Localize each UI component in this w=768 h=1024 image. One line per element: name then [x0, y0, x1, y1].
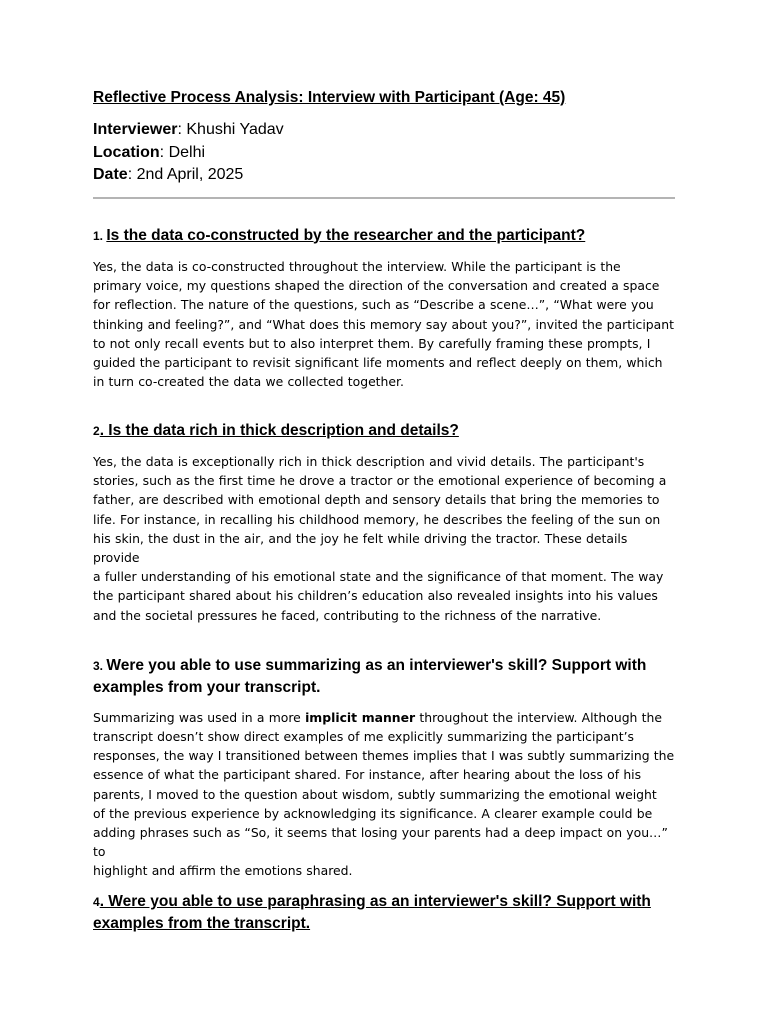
- meta-label: Interviewer: [93, 121, 178, 138]
- question-text: . Were you able to use paraphrasing as an interviewer's skill? Support with: [99, 892, 651, 910]
- answer-line: thinking and feeling?”, and “What does this memory say about you?”, invited the participant: [93, 316, 674, 332]
- question-text: . Is the data rich in thick description and details?: [99, 422, 459, 440]
- answer-highlight: implicit manner: [305, 709, 416, 725]
- answer-line: transcript doesn’t show direct examples of me explicitly summarizing the participant’s: [93, 728, 634, 744]
- meta-label: Location: [93, 143, 160, 161]
- section-number: 4: [93, 894, 100, 909]
- question-text-continued: examples from the transcript.: [93, 915, 311, 933]
- section-1-question: [93, 225, 675, 248]
- section-2-question: [93, 420, 675, 443]
- answer-line: guided the participant to revisit significant life moments and reflect deeply on them, which: [93, 355, 663, 371]
- section-4-question: [93, 891, 675, 935]
- meta-value: : Khushi Yadav: [177, 121, 284, 138]
- answer-line: in turn co-created the data we collected together.: [93, 374, 404, 390]
- answer-line: a fuller understanding of his emotional state and the significance of that moment. The way: [93, 569, 664, 585]
- answer-line: essence of what the participant shared. For instance, after hearing about the loss of his: [93, 767, 642, 783]
- answer-line: for reflection. The nature of the questions, such as “Describe a scene…”, “What were you: [93, 297, 654, 313]
- answer-intro-rest: throughout the interview. Although the: [415, 709, 662, 725]
- answer-line: adding phrases such as “So, it seems that losing your parents had a deep impact on you…” to: [93, 824, 668, 860]
- meta-location: [93, 142, 675, 165]
- meta-label: Date: [93, 166, 128, 183]
- section-number: 3.: [93, 658, 107, 673]
- answer-line: primary voice, my questions shaped the direction of the conversation and created a space: [93, 278, 660, 294]
- answer-line: to not only recall events but to also interpret them. By carefully framing these prompts, I: [93, 335, 651, 351]
- horizontal-divider: [93, 197, 675, 199]
- meta-interviewer: [93, 119, 675, 142]
- answer-line: [93, 708, 675, 727]
- document-title: Reflective Process Analysis: Interview with Participant (Age: 45): [93, 89, 566, 106]
- section-3-question: [93, 655, 675, 699]
- section-1-answer: [93, 257, 675, 391]
- answer-intro: Summarizing was used in a more: [93, 709, 306, 725]
- answer-line: and the societal pressures he faced, contributing to the richness of the narrative.: [93, 607, 602, 623]
- meta-value: : 2nd April, 2025: [127, 166, 244, 183]
- interview-meta: [93, 119, 675, 187]
- section-2-answer: [93, 452, 675, 625]
- answer-line: parents, I moved to the question about wisdom, subtly summarizing the emotional weight: [93, 786, 657, 802]
- question-text: Is the data co-constructed by the researcher and the participant?: [106, 226, 586, 244]
- section-number: 2: [93, 424, 100, 439]
- question-line: [93, 891, 675, 914]
- section-number: 1.: [93, 228, 107, 243]
- question-text-continued: examples from your transcript.: [93, 679, 321, 697]
- answer-line: his skin, the dust in the air, and the joy he felt while driving the tractor. These details provide: [93, 530, 628, 565]
- document-page: [93, 84, 675, 935]
- question-line: [93, 655, 675, 678]
- answer-line: Yes, the data is exceptionally rich in thick description and vivid details. The participant's: [93, 453, 645, 469]
- section-3-answer: [93, 708, 675, 881]
- meta-value: : Delhi: [159, 143, 206, 161]
- question-text: Were you able to use summarizing as an interviewer's skill? Support with: [106, 656, 647, 674]
- answer-line: the participant shared about his children’s education also revealed insights into his values: [93, 588, 658, 604]
- answer-line: highlight and affirm the emotions shared.: [93, 863, 353, 879]
- answer-line: stories, such as the first time he drove a tractor or the emotional experience of becoming a: [93, 473, 667, 489]
- meta-date: [93, 164, 675, 187]
- answer-line: responses, the way I transitioned between themes implies that I was subtly summarizing the: [93, 748, 675, 764]
- answer-line: Yes, the data is co-constructed throughout the interview. While the participant is the: [93, 259, 621, 274]
- answer-line: father, are described with emotional depth and sensory details that bring the memories to: [93, 492, 660, 508]
- answer-line: of the previous experience by acknowledging its significance. A clearer example could be: [93, 805, 653, 821]
- answer-line: life. For instance, in recalling his childhood memory, he describes the feeling of the sun on: [93, 511, 661, 527]
